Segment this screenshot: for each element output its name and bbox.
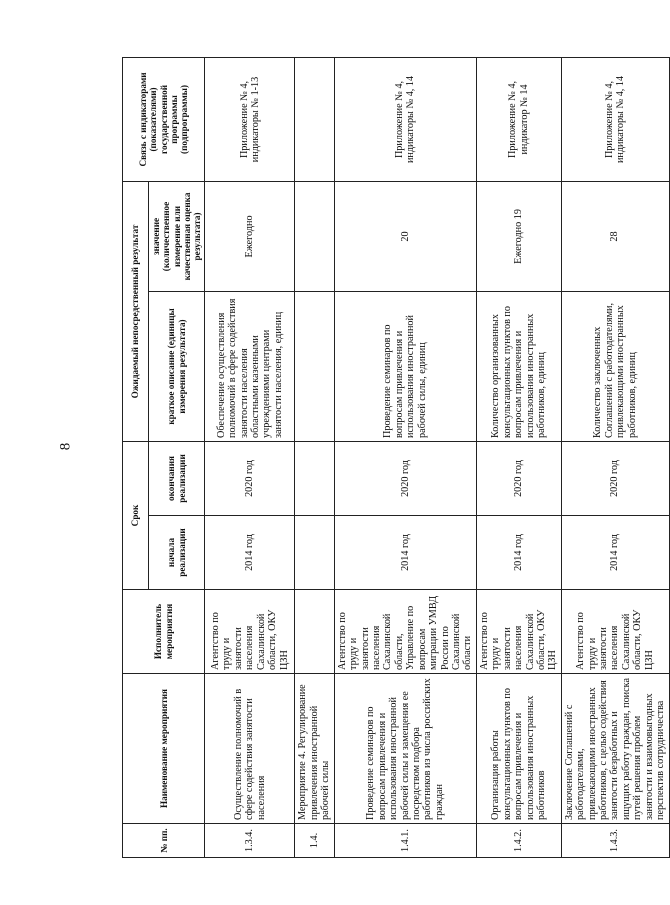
header-start: начала реализации [149, 516, 205, 590]
header-executor: Исполнитель мероприятия [123, 590, 205, 674]
header-term: Срок [123, 441, 149, 589]
row-end: 2020 год [334, 441, 476, 515]
row-link [295, 57, 334, 181]
row-start [295, 516, 334, 590]
row-end: 2020 год [561, 441, 669, 515]
header-row [123, 57, 149, 857]
header-num: № пп. [123, 824, 205, 858]
row-result-value: Ежегодно [205, 181, 295, 291]
row-executor: Агентство по труду и занятости населения Сахалинской области, ОКУ ЦЗН [205, 590, 295, 674]
row-result-value: 28 [561, 181, 669, 291]
row-end: 2020 год [205, 441, 295, 515]
rotated-table-container [122, 58, 667, 858]
row-executor: Агентство по труду и занятости населения Сахалинской области, ОКУ ЦЗН [476, 590, 561, 674]
header-end: окончания реализации [149, 441, 205, 515]
page-number: 8 [57, 442, 74, 451]
row-name: Проведение семинаров по вопросам привлечения и использования иностранной рабочей силы и замещения ее посредством подбора работников из числа российских граждан [334, 674, 476, 824]
table-row [561, 57, 669, 857]
header-name: Наименование мероприятия [123, 674, 205, 824]
table-row [334, 57, 476, 857]
row-start: 2014 год [334, 516, 476, 590]
row-num: 1.4.3. [561, 824, 669, 858]
row-name: Заключение Соглашений с работодателями, привлекающими иностранных работников, с целью содействия занятости безработных и ищущих работу граждан, поиска путей решения проблем занятости и взаимовыгодных перспектив сотрудничества [561, 674, 669, 824]
row-result-value: 20 [334, 181, 476, 291]
row-result-value: Ежегодно 19 [476, 181, 561, 291]
row-num: 1.3.4. [205, 824, 295, 858]
program-activities-table [122, 57, 670, 858]
row-result-desc: Обеспечение осуществления полномочий в сфере содействия занятости населения областными казенными учреждениями центрами занятости населения, единиц [205, 291, 295, 441]
row-num: 1.4.2. [476, 824, 561, 858]
row-name: Организация работы консультационных пунктов по вопросам привлечения и использования иностранных работников [476, 674, 561, 824]
row-end [295, 441, 334, 515]
row-num: 1.4. [295, 824, 334, 858]
row-executor: Агентство по труду и занятости населения Сахалинской области, Управление по вопросам миграции УМВД России по Сахалинской области [334, 590, 476, 674]
table-row [205, 57, 295, 857]
row-start: 2014 год [476, 516, 561, 590]
row-link: Приложение № 4, индикатор № 14 [476, 57, 561, 181]
table-row [295, 57, 334, 857]
row-executor [295, 590, 334, 674]
table-row [476, 57, 561, 857]
row-result-desc: Количество заключенных Соглашений с работодателями, привлекающими иностранных работников, единиц [561, 291, 669, 441]
row-result-desc: Количество организованных консультационных пунктов по вопросам привлечения и использования иностранных работников, единиц [476, 291, 561, 441]
header-result: Ожидаемый непосредственный результат [123, 181, 149, 441]
row-executor: Агентство по труду и занятости населения Сахалинской области, ОКУ ЦЗН [561, 590, 669, 674]
header-link: Связь с индикаторами (показателями) государственной программы (подпрограммы) [123, 57, 205, 181]
header-result-value: значение (количественное измерение или качественная оценка результата) [149, 181, 205, 291]
row-start: 2014 год [561, 516, 669, 590]
row-link: Приложение № 4, индикаторы № 1-13 [205, 57, 295, 181]
row-result-desc: Проведение семинаров по вопросам привлечения и использования иностранной рабочей силы, единиц [334, 291, 476, 441]
row-link: Приложение № 4, индикаторы № 4, 14 [334, 57, 476, 181]
header-result-desc: краткое описание (единицы измерения результата) [149, 291, 205, 441]
row-name: Осуществление полномочий в сфере содействия занятости населения [205, 674, 295, 824]
row-result-value [295, 181, 334, 291]
row-result-desc [295, 291, 334, 441]
row-end: 2020 год [476, 441, 561, 515]
row-start: 2014 год [205, 516, 295, 590]
row-link: Приложение № 4, индикаторы № 4, 14 [561, 57, 669, 181]
row-num: 1.4.1. [334, 824, 476, 858]
row-name: Мероприятие 4. Регулирование привлечения иностранной рабочей силы [295, 674, 334, 824]
